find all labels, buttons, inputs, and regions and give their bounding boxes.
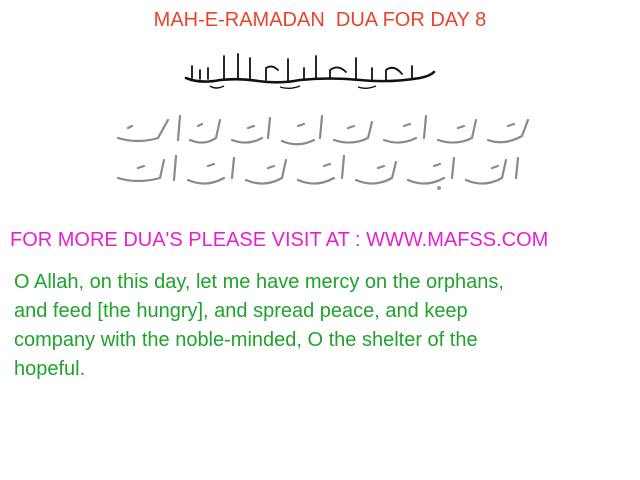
translation-line: O Allah, on this day, let me have mercy on the orphans, [14, 271, 504, 293]
translation-line: hopeful. [14, 358, 86, 380]
dua-translation [14, 268, 614, 384]
arabic-dua-calligraphy [108, 108, 538, 192]
page-title: MAH-E-RAMADAN DUA FOR DAY 8 [153, 9, 487, 31]
translation-line: company with the noble-minded, O the shelter of the [14, 329, 478, 351]
bismillah-calligraphy [180, 50, 440, 90]
translation-line: and feed [the hungry], and spread peace, and keep [14, 300, 468, 322]
stray-dot [437, 186, 441, 190]
visit-website-text: FOR MORE DUA'S PLEASE VISIT AT : WWW.MAFSS.COM [10, 229, 549, 251]
